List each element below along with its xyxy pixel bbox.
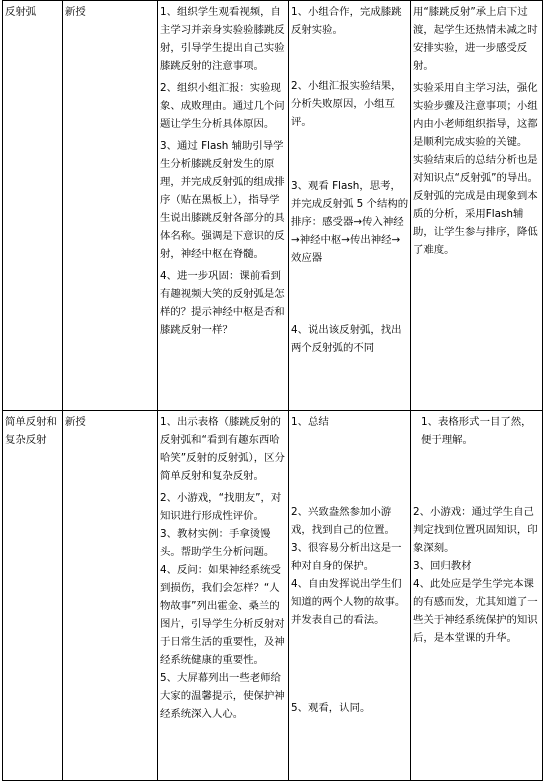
segment-name: 新授: [65, 416, 86, 428]
teacher-activity-3: 3、通过 Flash 辅助引导学生分析膝跳反射发生的原理，并完成反射弧的组成排序（贴在黑板上），指导学生说出膝跳反射各部分的具体名称。强调是下意识的反射，神经中枢在脊髓。: [160, 140, 285, 260]
student-activity-3: 3、很容易分析出这是一种对自身的保护。: [291, 542, 402, 572]
student-activity-4: 4、说出该反射弧，找出两个反射弧的不同: [291, 324, 402, 354]
section-name: 反射弧: [5, 6, 37, 18]
teacher-activity-cell: [158, 411, 289, 781]
section-cell: [3, 1, 63, 411]
student-activity-4: 4、自由发挥说出学生们知道的两个人物的故事。并发表自己的看法。: [291, 578, 406, 626]
segment-name: 新授: [65, 6, 86, 18]
design-intent-4: 4、此处应是学生学完本课的有感而发，尤其知道了一些关于神经系统保护的知识后，是本堂课的升华。: [413, 578, 538, 644]
student-activity-2: 2、兴致盎然参加小游戏，找到自己的位置。: [291, 506, 395, 536]
teacher-activity-2: 2、小游戏，“找朋友”，对知识进行形成性评价。: [160, 492, 282, 522]
teacher-activity-cell: [158, 1, 289, 411]
teacher-activity-1: 1、组织学生观看视频，自主学习并亲身实验验膝跳反射，引导学生提出自己实验膝跳反射的注意事项。: [160, 6, 285, 72]
table-row: [3, 1, 543, 411]
student-activity-cell: [289, 411, 411, 781]
design-intent-3: 实验结束后的总结分析也是对知识点“反射弧”的导出。: [413, 154, 539, 184]
design-intent-2: 2、小游戏：通过学生自己判定找到位置巩固知识，印象深刻。: [413, 506, 538, 554]
student-activity-2: 2、小组汇报实验结果，分析失败原因，小组互评。: [291, 80, 402, 128]
teacher-activity-2: 2、组织小组汇报：实验现象、成败理由。通过几个问题让学生分析具体原因。: [160, 82, 285, 130]
table-row: [3, 411, 543, 781]
design-intent-1: 1、表格形式一目了然，便于理解。: [421, 416, 532, 446]
design-intent-cell: [411, 1, 543, 411]
student-activity-1: 1、小组合作，完成膝跳反射实验。: [291, 6, 402, 36]
teacher-activity-4: 4、进一步巩固：课前看到有趣视频大笑的反射弧是怎样的？提示神经中枢是否和膝跳反射一样？: [160, 270, 285, 336]
segment-cell: [63, 1, 158, 411]
student-activity-cell: [289, 1, 411, 411]
teacher-activity-4: 4、反问：如果神经系统受到损伤，我们会怎样？“人物故事”列出霍金、桑兰的图片，引导学生分析反射对于日常生活的重要性，及神经系统健康的重要性。: [160, 564, 285, 666]
lesson-plan-table: [2, 0, 543, 781]
teacher-activity-3: 3、教材实例：手拿烫馒头。帮助学生分析问题。: [160, 528, 275, 558]
design-intent-cell: [411, 411, 543, 781]
section-cell: [3, 411, 63, 781]
teacher-activity-1: 1、出示表格（膝跳反射的反射弧和“看到有趣东西哈哈笑”反射的反射弧），区分简单反射和复杂反射。: [160, 416, 285, 482]
student-activity-3: 3、观看 Flash，思考，并完成反射弧 5 个结构的排序：感受器→传入神经→神经中枢→传出神经→效应器: [291, 180, 409, 264]
design-intent-1: 用“膝跳反射”承上启下过渡，起学生还热情未减之时安排实验，进一步感受反射。: [413, 6, 538, 72]
section-name: 简单反射和复杂反射: [5, 416, 57, 446]
design-intent-3: 3、回归教材: [413, 560, 472, 572]
segment-cell: [63, 411, 158, 781]
design-intent-4: 反射弧的完成是由现象到本质的分析，采用Flash辅助，让学生参与排序，降低了难度。: [413, 190, 538, 256]
design-intent-2: 实验采用自主学习法，强化实验步骤及注意事项；小组内由小老师组织指导，这都是顺利完成实验的关键。: [413, 82, 538, 148]
student-activity-5: 5、观看，认同。: [291, 702, 371, 714]
student-activity-1: 1、总结: [291, 416, 329, 428]
teacher-activity-5: 5、大屏幕列出一些老师给大家的温馨提示，使保护神经系统深入人心。: [160, 672, 285, 720]
